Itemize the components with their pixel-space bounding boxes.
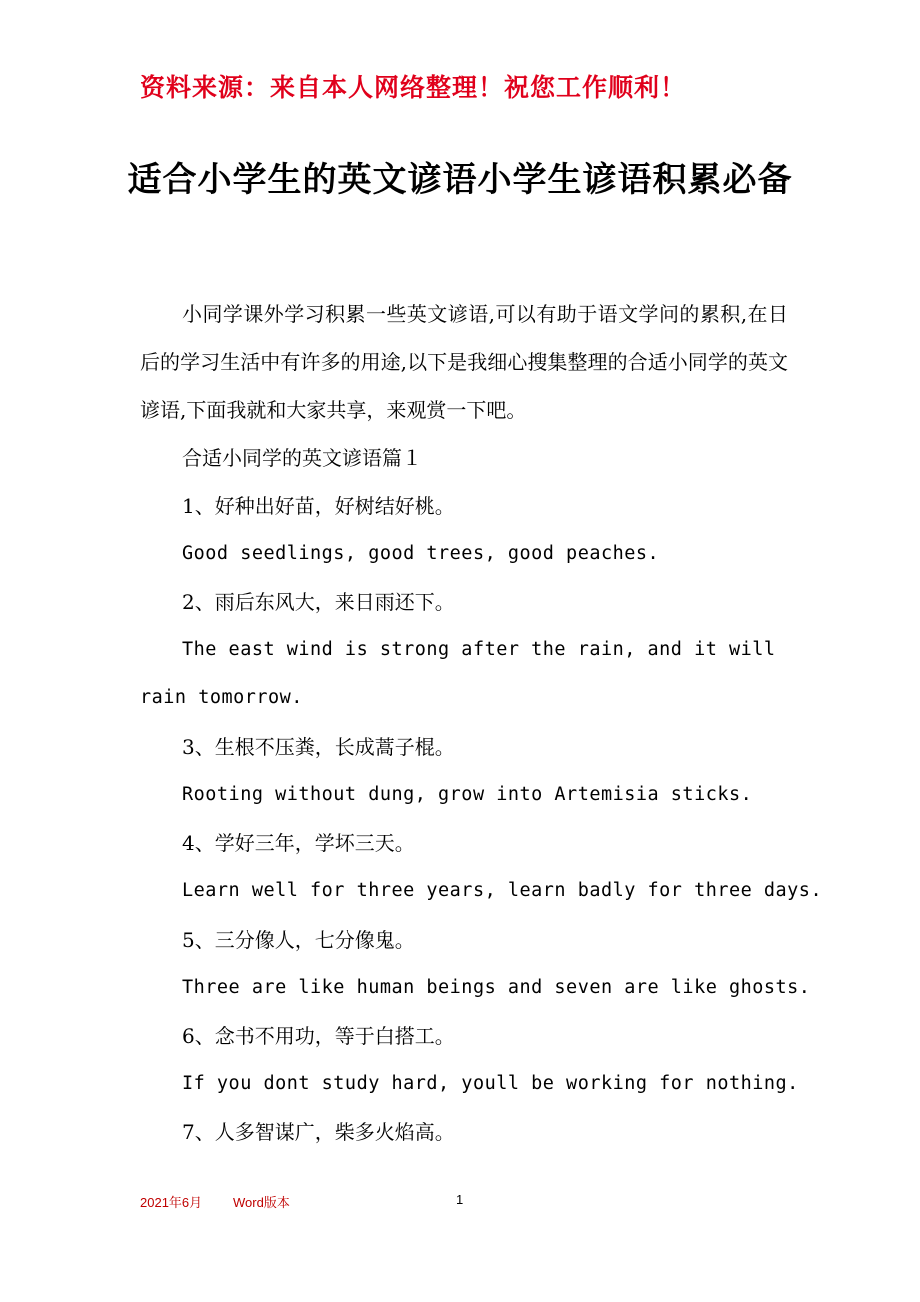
proverb-zh-3: 3、生根不压粪，长成蒿子棍。: [182, 735, 455, 759]
footer-date: 2021年6月: [140, 1195, 203, 1210]
proverb-zh-6: 6、念书不用功，等于白搭工。: [182, 1024, 455, 1048]
section-heading: 合适小同学的英文谚语篇１: [182, 446, 422, 470]
proverb-en-2: The east wind is strong after the rain, and it will rain tomorrow.: [140, 639, 776, 708]
proverb-zh-4: 4、学好三年，学坏三天。: [182, 831, 415, 855]
proverb-zh-5: 5、三分像人，七分像鬼。: [182, 928, 415, 952]
proverb-en-1: Good seedlings, good trees, good peaches.: [182, 543, 660, 564]
proverb-en-5: Three are like human beings and seven are like ghosts.: [182, 977, 811, 998]
proverb-en-4: Learn well for three years, learn badly for three days.: [182, 880, 823, 901]
page-title: 适合小学生的英文谚语小学生谚语积累必备: [127, 160, 793, 200]
footer-page-number: 1: [456, 1192, 464, 1207]
proverb-zh-7: 7、人多智谋广，柴多火焰高。: [182, 1120, 455, 1144]
proverb-zh-1: 1、好种出好苗，好树结好桃。: [182, 494, 455, 518]
source-note: 资料来源：来自本人网络整理！祝您工作顺利！: [140, 73, 687, 102]
intro-paragraph: 小同学课外学习积累一些英文谚语,可以有助于语文学问的累积,在日后的学习生活中有许多的用途,以下是我细心搜集整理的合适小同学的英文谚语,下面我就和大家共享，来观赏一下吧。: [140, 302, 788, 422]
proverb-en-6: If you dont study hard, youll be working for nothing.: [182, 1073, 799, 1094]
proverb-zh-2: 2、雨后东风大，来日雨还下。: [182, 590, 455, 614]
proverb-en-3: Rooting without dung, grow into Artemisia sticks.: [182, 784, 753, 805]
footer-version: Word版本: [233, 1195, 290, 1210]
